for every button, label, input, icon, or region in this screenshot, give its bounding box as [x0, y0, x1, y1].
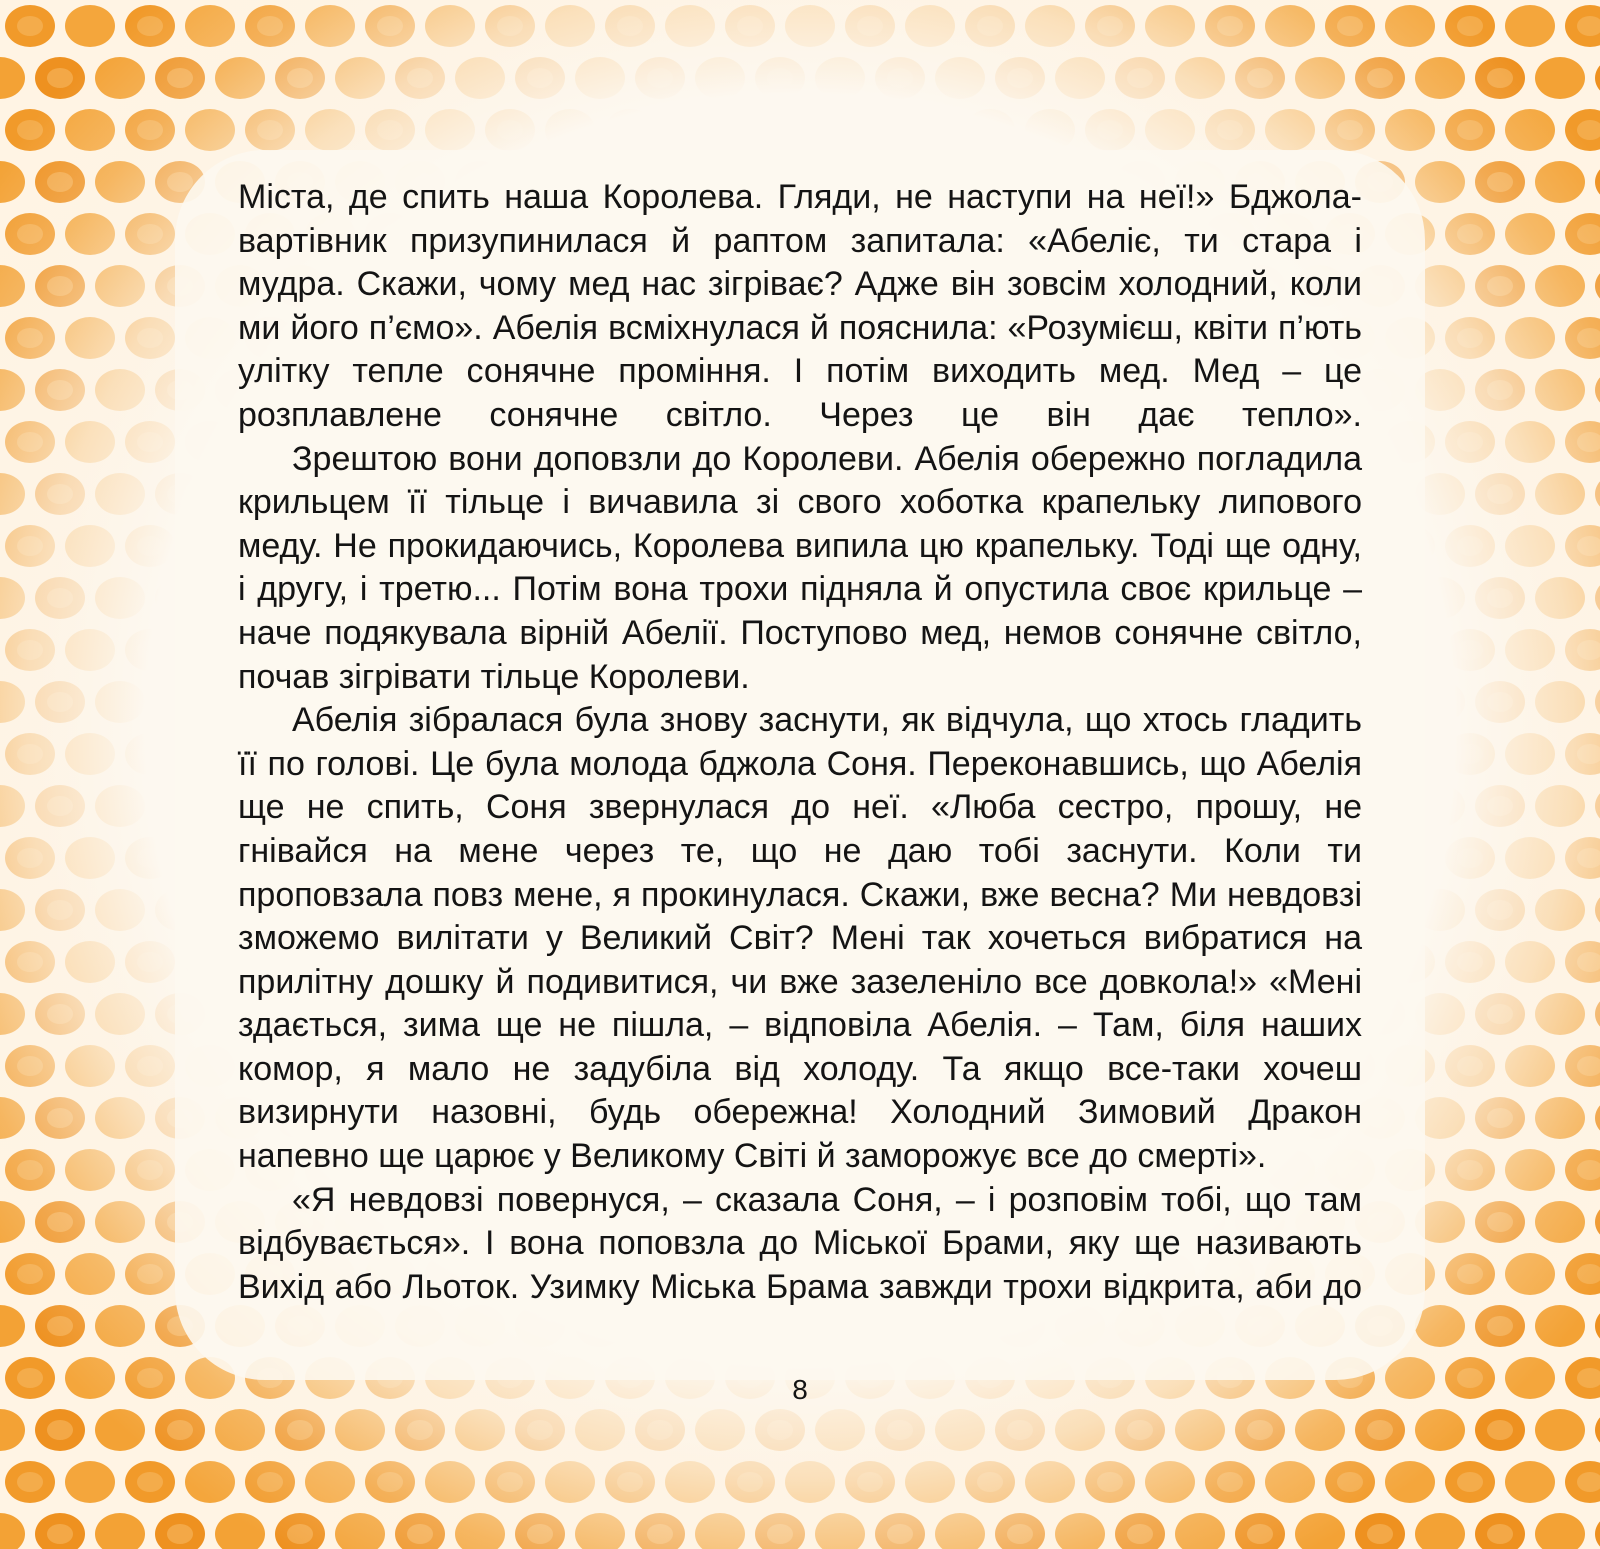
paragraph-4: «Я невдовзі повернуся, – сказала Соня, – і розповім тобі, що там відбувається». І вона поповзла до Міської Брами, яку ще називають Вихід або Льоток. Узимку Міська Брама завжди трохи відкрита, аби до	[238, 1180, 1362, 1306]
paragraph-3: Абелія зібралася була знову заснути, як відчула, що хтось гладить її по голові. Це була молода бджола Соня. Переконавшись, що Абелія ще не спить, Соня звернулася до неї. «Люба сестро, прошу, не гнівайся на мене через те, що не даю тобі заснути. Коли ти проповзала повз мене, я прокинулася. Скажи, вже весна? Ми невдовзі зможемо вилітати у Великий Світ? Мені так хочеться вибратися на прилітну дошку й подивитися, чи вже зазеленіло все довкола!» «Мені здається, зима ще не пішла, – відповіла Абелія. – Там, біля наших комор, я мало не задубіла від холоду. Та якщо все-таки хочеш визирнути назовні, будь обережна! Холодний Зимовий Дракон напевно ще царює у Великому Світі й заморожує все до смерті».	[238, 701, 1362, 1176]
paragraph-2: Зрештою вони доповзли до Королеви. Абелія обережно погладила крильцем її тільце і вичавила зі свого хоботка крапельку липового меду. Не прокидаючись, Королева випила цю крапельку. Тоді ще одну, і другу, і третю... Потім вона трохи підняла й опустила своє крильце – наче подякувала вірній Абелії. Поступово мед, немов сонячне світло, почав зігрівати тільце Королеви.	[238, 439, 1362, 696]
page-number: 8	[792, 1374, 808, 1405]
paragraph-1: Міста, де спить наша Королева. Гляди, не наступи на неї!» Бджола-вартівник призупинилася й раптом запитала: «Абеліє, ти стара і мудра. Скажи, чому мед нас зігріває? Адже він зовсім холодний, коли ми його п’ємо». Абелія всміхнулася й пояснила: «Розумієш, квіти п’ють улітку тепле сонячне проміння. І потім виходить мед. Мед – це розплавлене сонячне світло. Через це він дає тепло».	[238, 178, 1362, 434]
page-text	[238, 176, 1362, 1309]
